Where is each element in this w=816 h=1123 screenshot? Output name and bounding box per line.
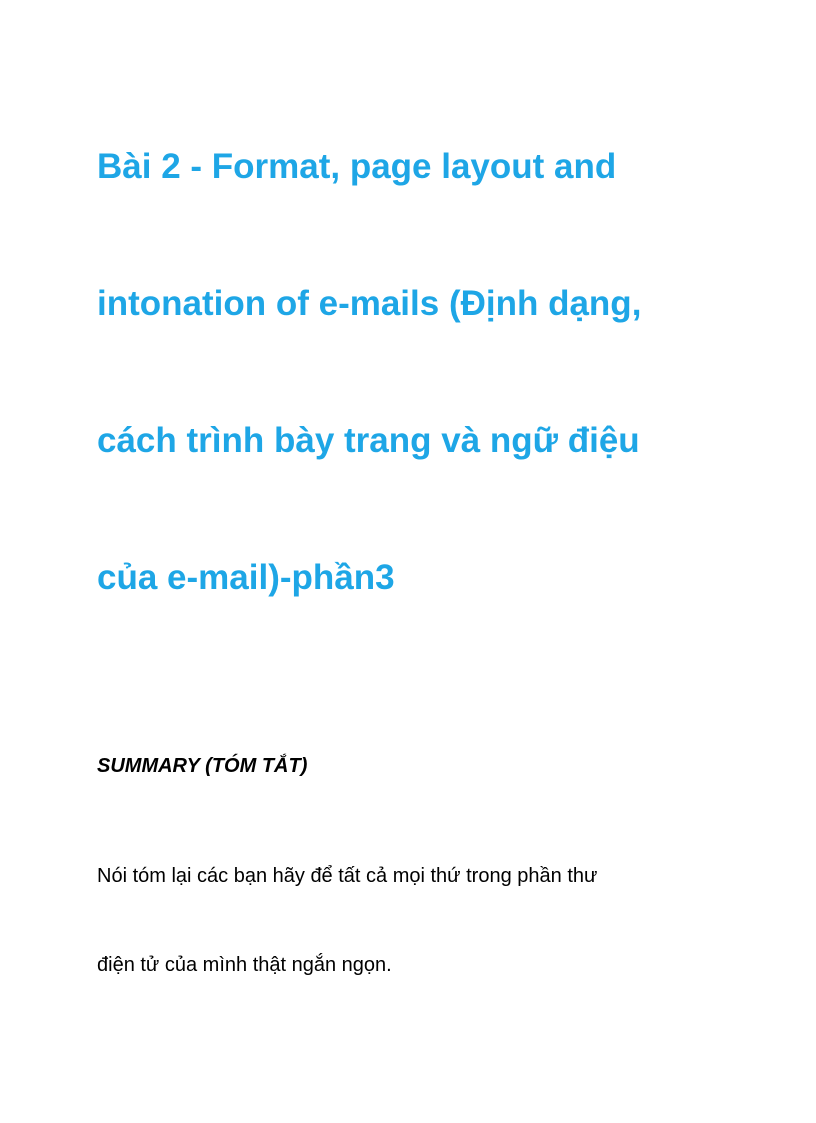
title-line-2: intonation of e-mails (Định dạng, [97,284,642,323]
title-line-4: của e-mail)-phần3 [97,558,395,597]
section-heading-summary: SUMMARY (TÓM TẮT) [97,755,308,777]
body-text-line-1: Nói tóm lại các bạn hãy để tất cả mọi thứ trong phần thư [97,865,598,887]
title-line-1: Bài 2 - Format, page layout and [97,147,617,186]
title-line-3: cách trình bày trang và ngữ điệu [97,421,640,460]
body-text-line-2: điện tử của mình thật ngắn ngọn. [97,954,392,976]
